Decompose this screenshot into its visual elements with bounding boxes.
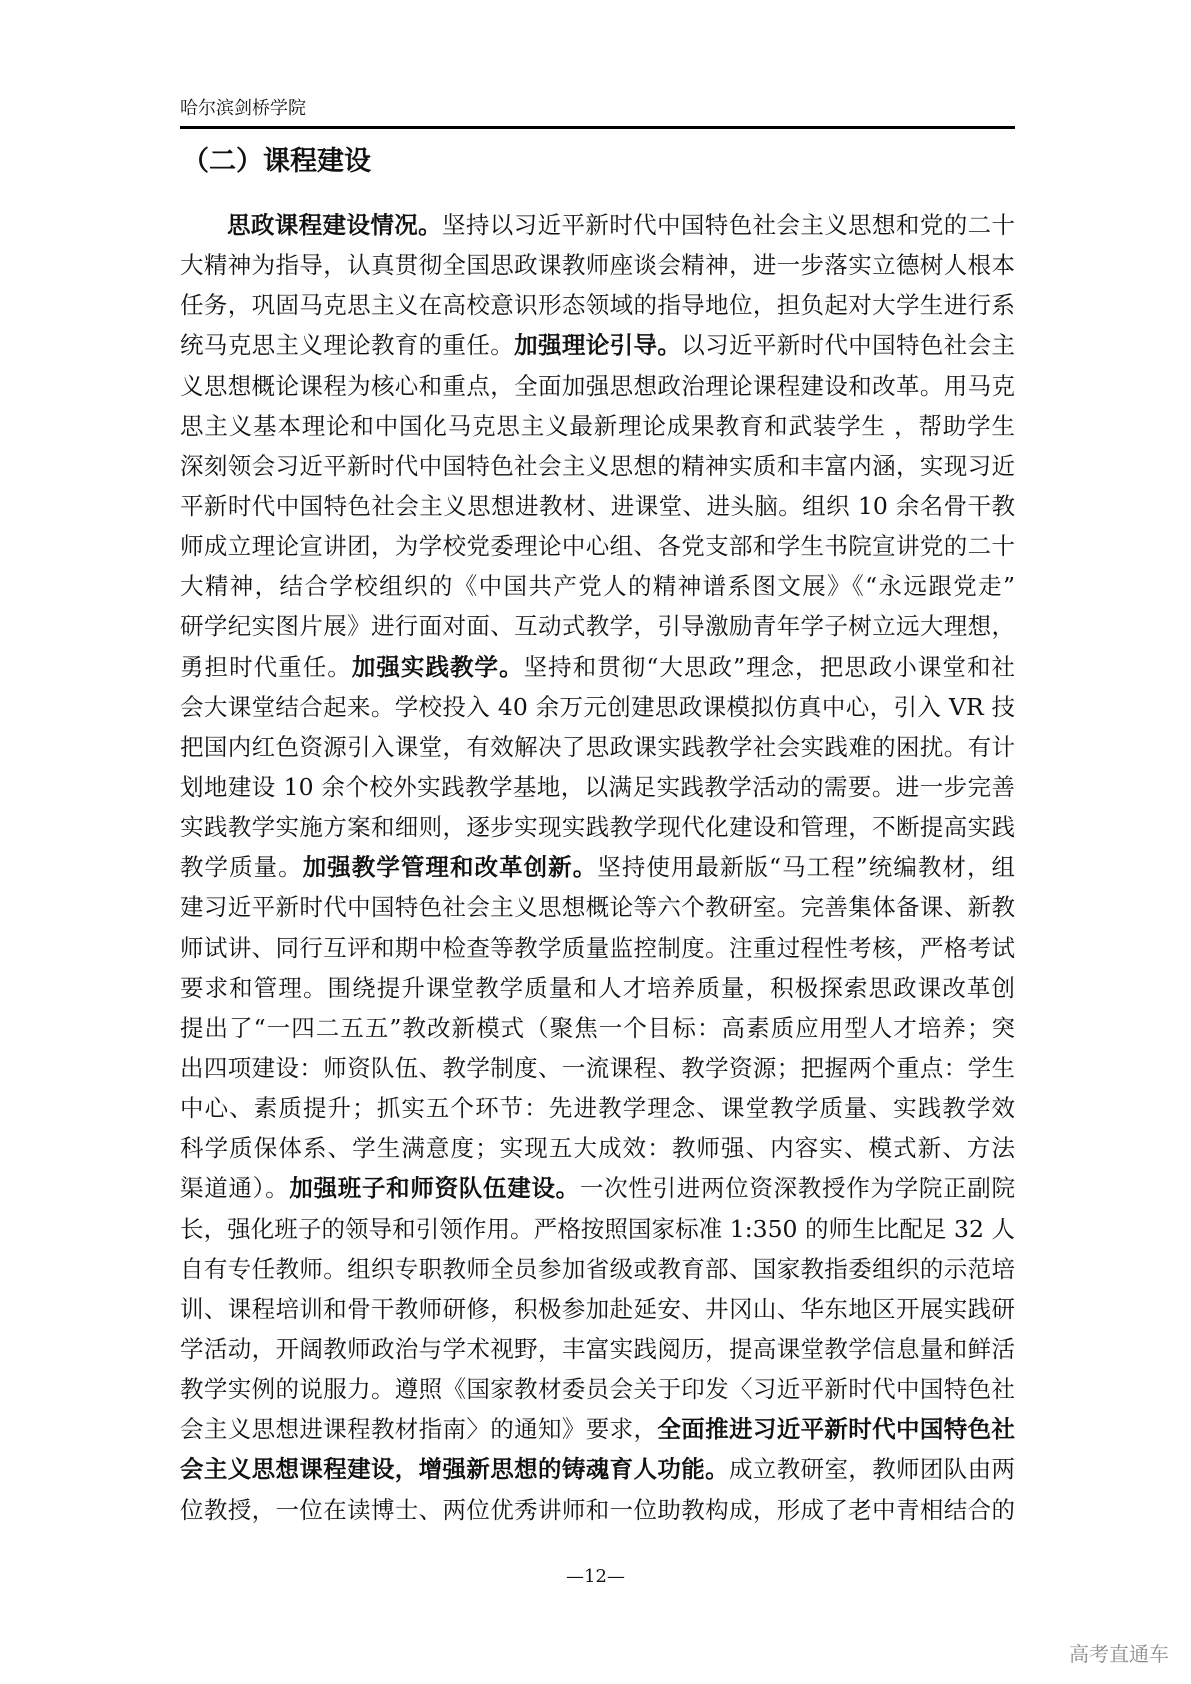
bold-heading-run: 会主义思想课程建设，增强新思想的铸魂育人功能。 [180,1455,729,1484]
text-line [180,486,1015,526]
running-header: 哈尔滨剑桥学院 [180,98,306,119]
text-line [180,1329,1015,1369]
text-line [180,526,1015,566]
text-run: 任务，巩固马克思主义在高校意识形态领域的指导地位，担负起对大学生进行系 [180,291,1015,320]
text-line [180,968,1015,1008]
text-line [180,285,1015,325]
text-line [180,727,1015,767]
text-run: 会主义思想进课程教材指南〉的通知》要求， [180,1415,658,1444]
text-line [180,1209,1015,1249]
text-run: 义思想概论课程为核心和重点，全面加强思想政治理论课程建设和改革。用马克 [180,371,1015,400]
text-line [180,366,1015,406]
text-line [180,1289,1015,1329]
text-run: 坚持和贯彻“大思政”理念，把思政小课堂和社 [523,652,1015,681]
bold-heading-run: 加强理论引导。 [514,331,682,360]
text-line [180,446,1015,486]
bold-heading-run: 全面推进习近平新时代中国特色社 [657,1415,1015,1444]
text-run: 科学质保体系、学生满意度；实现五大成效：教师强、内容实、模式新、方法 [180,1134,1015,1163]
text-run: 长，强化班子的领导和引领作用。严格按照国家标准 1:350 的师生比配足 32 人 [180,1214,1015,1243]
bold-heading-run: 加强教学管理和改革创新。 [302,853,598,882]
text-line [180,767,1015,807]
section-title: （二）课程建设 [182,146,371,177]
text-line [180,887,1015,927]
text-run: 自有专任教师。组织专职教师全员参加省级或教育部、国家教指委组织的示范培 [180,1254,1015,1283]
text-line [180,566,1015,606]
text-run: 一次性引进两位资深教授作为学院正副院 [579,1174,1015,1203]
text-line [180,847,1015,887]
text-run: 勇担时代重任。 [180,652,352,681]
text-run: 实践教学实施方案和细则，逐步实现实践教学现代化建设和管理，不断提高实践 [180,813,1015,842]
bold-heading-run: 加强班子和师资队伍建设。 [289,1174,580,1203]
text-run: 会大课堂结合起来。学校投入 40 余万元创建思政课模拟仿真中心，引入 VR 技 [180,692,1015,721]
text-run: 大精神，结合学校组织的《中国共产党人的精神谱系图文展》《“永远跟党走” [180,572,1015,601]
body-text [180,205,1015,1530]
text-run: 思主义基本理论和中国化马克思主义最新理论成果教育和武装学生 ，帮助学生 [180,411,1015,440]
text-run: 师成立理论宣讲团，为学校党委理论中心组、各党支部和学生书院宣讲党的二十 [180,532,1015,561]
text-run: 统马克思主义理论教育的重任。 [180,331,515,360]
text-line [180,1088,1015,1128]
text-line [180,807,1015,847]
text-line [180,1409,1015,1449]
text-line [180,1008,1015,1048]
text-run: 位教授，一位在读博士、两位优秀讲师和一位助教构成，形成了老中青相结合的 [180,1495,1015,1524]
text-line [180,245,1015,285]
text-line [180,687,1015,727]
text-run: 训、课程培训和骨干教师研修，积极参加赴延安、井冈山、华东地区开展实践研 [180,1294,1015,1323]
text-run: 教学实例的说服力。遵照《国家教材委员会关于印发〈习近平新时代中国特色社 [180,1375,1015,1404]
text-run: 要求和管理。围绕提升课堂教学质量和人才培养质量，积极探索思政课改革创 [180,973,1015,1002]
text-run: 成立教研室，教师团队由两 [728,1455,1015,1484]
text-line [180,1128,1015,1168]
text-run: 教学质量。 [180,853,303,882]
page-number: —12— [566,1566,625,1587]
text-line [180,1490,1015,1530]
text-run: 提出了“一四二五五”教改新模式（聚焦一个目标：高素质应用型人才培养；突 [180,1013,1015,1042]
text-run: 中心、素质提升；抓实五个环节：先进教学理念、课堂教学质量、实践教学效 [180,1094,1015,1123]
text-run: 把国内红色资源引入课堂，有效解决了思政课实践教学社会实践难的困扰。有计 [180,732,1015,761]
text-run: 以习近平新时代中国特色社会主 [681,331,1015,360]
text-line [180,928,1015,968]
text-line [180,1249,1015,1289]
text-line [180,406,1015,446]
text-run: 深刻领会习近平新时代中国特色社会主义思想的精神实质和丰富内涵，实现习近 [180,451,1015,480]
text-run: 大精神为指导，认真贯彻全国思政课教师座谈会精神，进一步落实立德树人根本 [180,251,1015,280]
text-run: 坚持以习近平新时代中国特色社会主义思想和党的二十 [442,211,1015,239]
text-run: 平新时代中国特色社会主义思想进教材、进课堂、进头脑。组织 10 余名骨干教 [180,491,1015,520]
text-line [180,606,1015,646]
text-run: 划地建设 10 余个校外实践教学基地，以满足实践教学活动的需要。进一步完善 [180,772,1015,801]
text-line [180,205,1015,245]
watermark: 高考直通车 [1069,1642,1169,1666]
text-line [180,1168,1015,1208]
text-line [180,1369,1015,1409]
bold-heading-run: 加强实践教学。 [351,652,524,681]
text-run: 出四项建设：师资队伍、教学制度、一流课程、教学资源；把握两个重点：学生 [180,1053,1015,1082]
text-line [180,1449,1015,1489]
header-rule [180,126,1015,129]
text-run: 坚持使用最新版“马工程”统编教材，组 [597,853,1015,882]
text-run: 学活动，开阔教师政治与学术视野，丰富实践阅历，提高课堂教学信息量和鲜活 [180,1334,1015,1363]
bold-heading-run: 思政课程建设情况。 [227,211,443,239]
text-run: 建习近平新时代中国特色社会主义思想概论等六个教研室。完善集体备课、新教 [180,893,1015,922]
text-line [180,1048,1015,1088]
text-line [180,647,1015,687]
text-run: 渠道通）。 [180,1174,290,1203]
text-line [180,325,1015,365]
text-run: 研学纪实图片展》进行面对面、互动式教学，引导激励青年学子树立远大理想， [180,612,1015,641]
text-run: 师试讲、同行互评和期中检查等教学质量监控制度。注重过程性考核，严格考试 [180,933,1015,962]
